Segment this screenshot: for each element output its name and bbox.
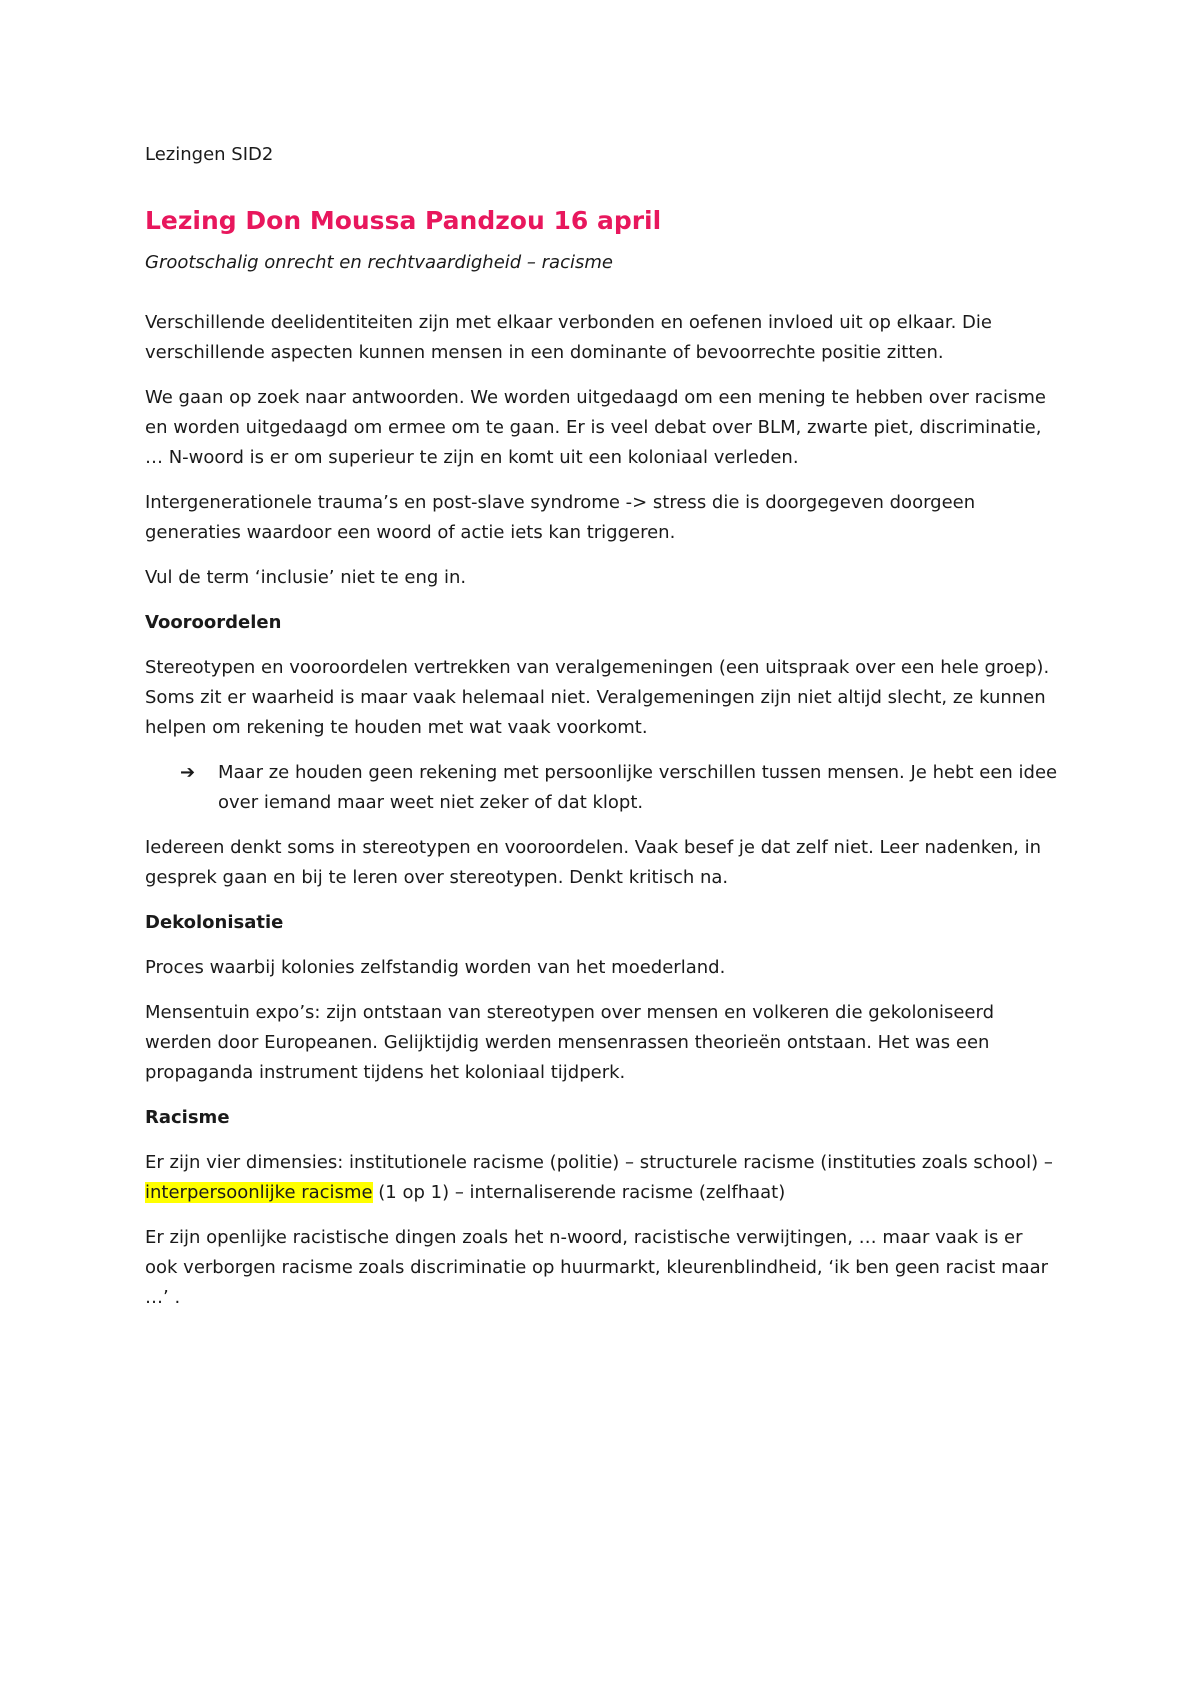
arrow-list-item-text: Maar ze houden geen rekening met persoonlijke verschillen tussen mensen. Je hebt een idee over iemand maar weet niet zeker of dat klopt. xyxy=(218,762,1058,813)
vooroordelen-paragraph-1: Stereotypen en vooroordelen vertrekken van veralgemeningen (een uitspraak over een hele groep). Soms zit er waarheid is maar vaak helemaal niet. Veralgemeningen zijn niet altijd slecht, ze kunnen helpen om rekening te houden met wat vaak voorkomt. xyxy=(145,657,1050,738)
lecture-subtitle: Grootschalig onrecht en rechtvaardigheid – racisme xyxy=(145,252,613,273)
intro-paragraph-2: We gaan op zoek naar antwoorden. We worden uitgedaagd om een mening te hebben over racisme en worden uitgedaagd om ermee om te gaan. Er is veel debat over BLM, zwarte piet, discriminatie, … N-woord is er om superieur te zijn en komt uit een koloniaal verleden. xyxy=(145,387,1046,468)
document-header: Lezingen SID2 xyxy=(145,144,274,165)
heading-dekolonisatie: Dekolonisatie xyxy=(145,912,284,933)
intro-paragraph-1: Verschillende deelidentiteiten zijn met elkaar verbonden en oefenen invloed uit op elkaar. Die verschillende aspecten kunnen mensen in een dominante of bevoorrechte positie zitten. xyxy=(145,312,992,363)
racisme-dimensions-text-1: Er zijn vier dimensies: institutionele racisme (politie) – structurele racisme (instituties zoals school) – xyxy=(145,1152,1053,1173)
intro-paragraph-4: Vul de term ‘inclusie’ niet te eng in. xyxy=(145,567,467,588)
racisme-paragraph-2: Er zijn openlijke racistische dingen zoals het n-woord, racistische verwijtingen, … maar vaak is er ook verborgen racisme zoals discriminatie op huurmarkt, kleurenblindheid, ‘ik ben geen racist maar …’ . xyxy=(145,1227,1049,1308)
racisme-dimensions-text-2: (1 op 1) – internaliserende racisme (zelfhaat) xyxy=(372,1182,786,1203)
heading-vooroordelen: Vooroordelen xyxy=(145,612,282,633)
highlighted-text: interpersoonlijke racisme xyxy=(145,1182,373,1203)
intro-paragraph-3: Intergenerationele trauma’s en post-slave syndrome -> stress die is doorgegeven doorgeen generaties waardoor een woord of actie iets kan triggeren. xyxy=(145,492,976,543)
vooroordelen-paragraph-2: Iedereen denkt soms in stereotypen en vooroordelen. Vaak besef je dat zelf niet. Leer nadenken, in gesprek gaan en bij te leren over stereotypen. Denkt kritisch na. xyxy=(145,837,1041,888)
racisme-dimensions-paragraph xyxy=(145,1148,1060,1208)
document-body xyxy=(145,140,1060,1328)
arrow-list-item xyxy=(145,758,1060,818)
dekolonisatie-paragraph-2: Mensentuin expo’s: zijn ontstaan van stereotypen over mensen en volkeren die gekoloniseerd werden door Europeanen. Gelijktijdig werden mensenrassen theorieën ontstaan. Het was een propaganda instrument tijdens het koloniaal tijdperk. xyxy=(145,1002,995,1083)
dekolonisatie-paragraph-1: Proces waarbij kolonies zelfstandig worden van het moederland. xyxy=(145,957,726,978)
lecture-title: Lezing Don Moussa Pandzou 16 april xyxy=(145,206,662,235)
heading-racisme: Racisme xyxy=(145,1107,230,1128)
right-arrow-icon: ➔ xyxy=(180,762,196,783)
